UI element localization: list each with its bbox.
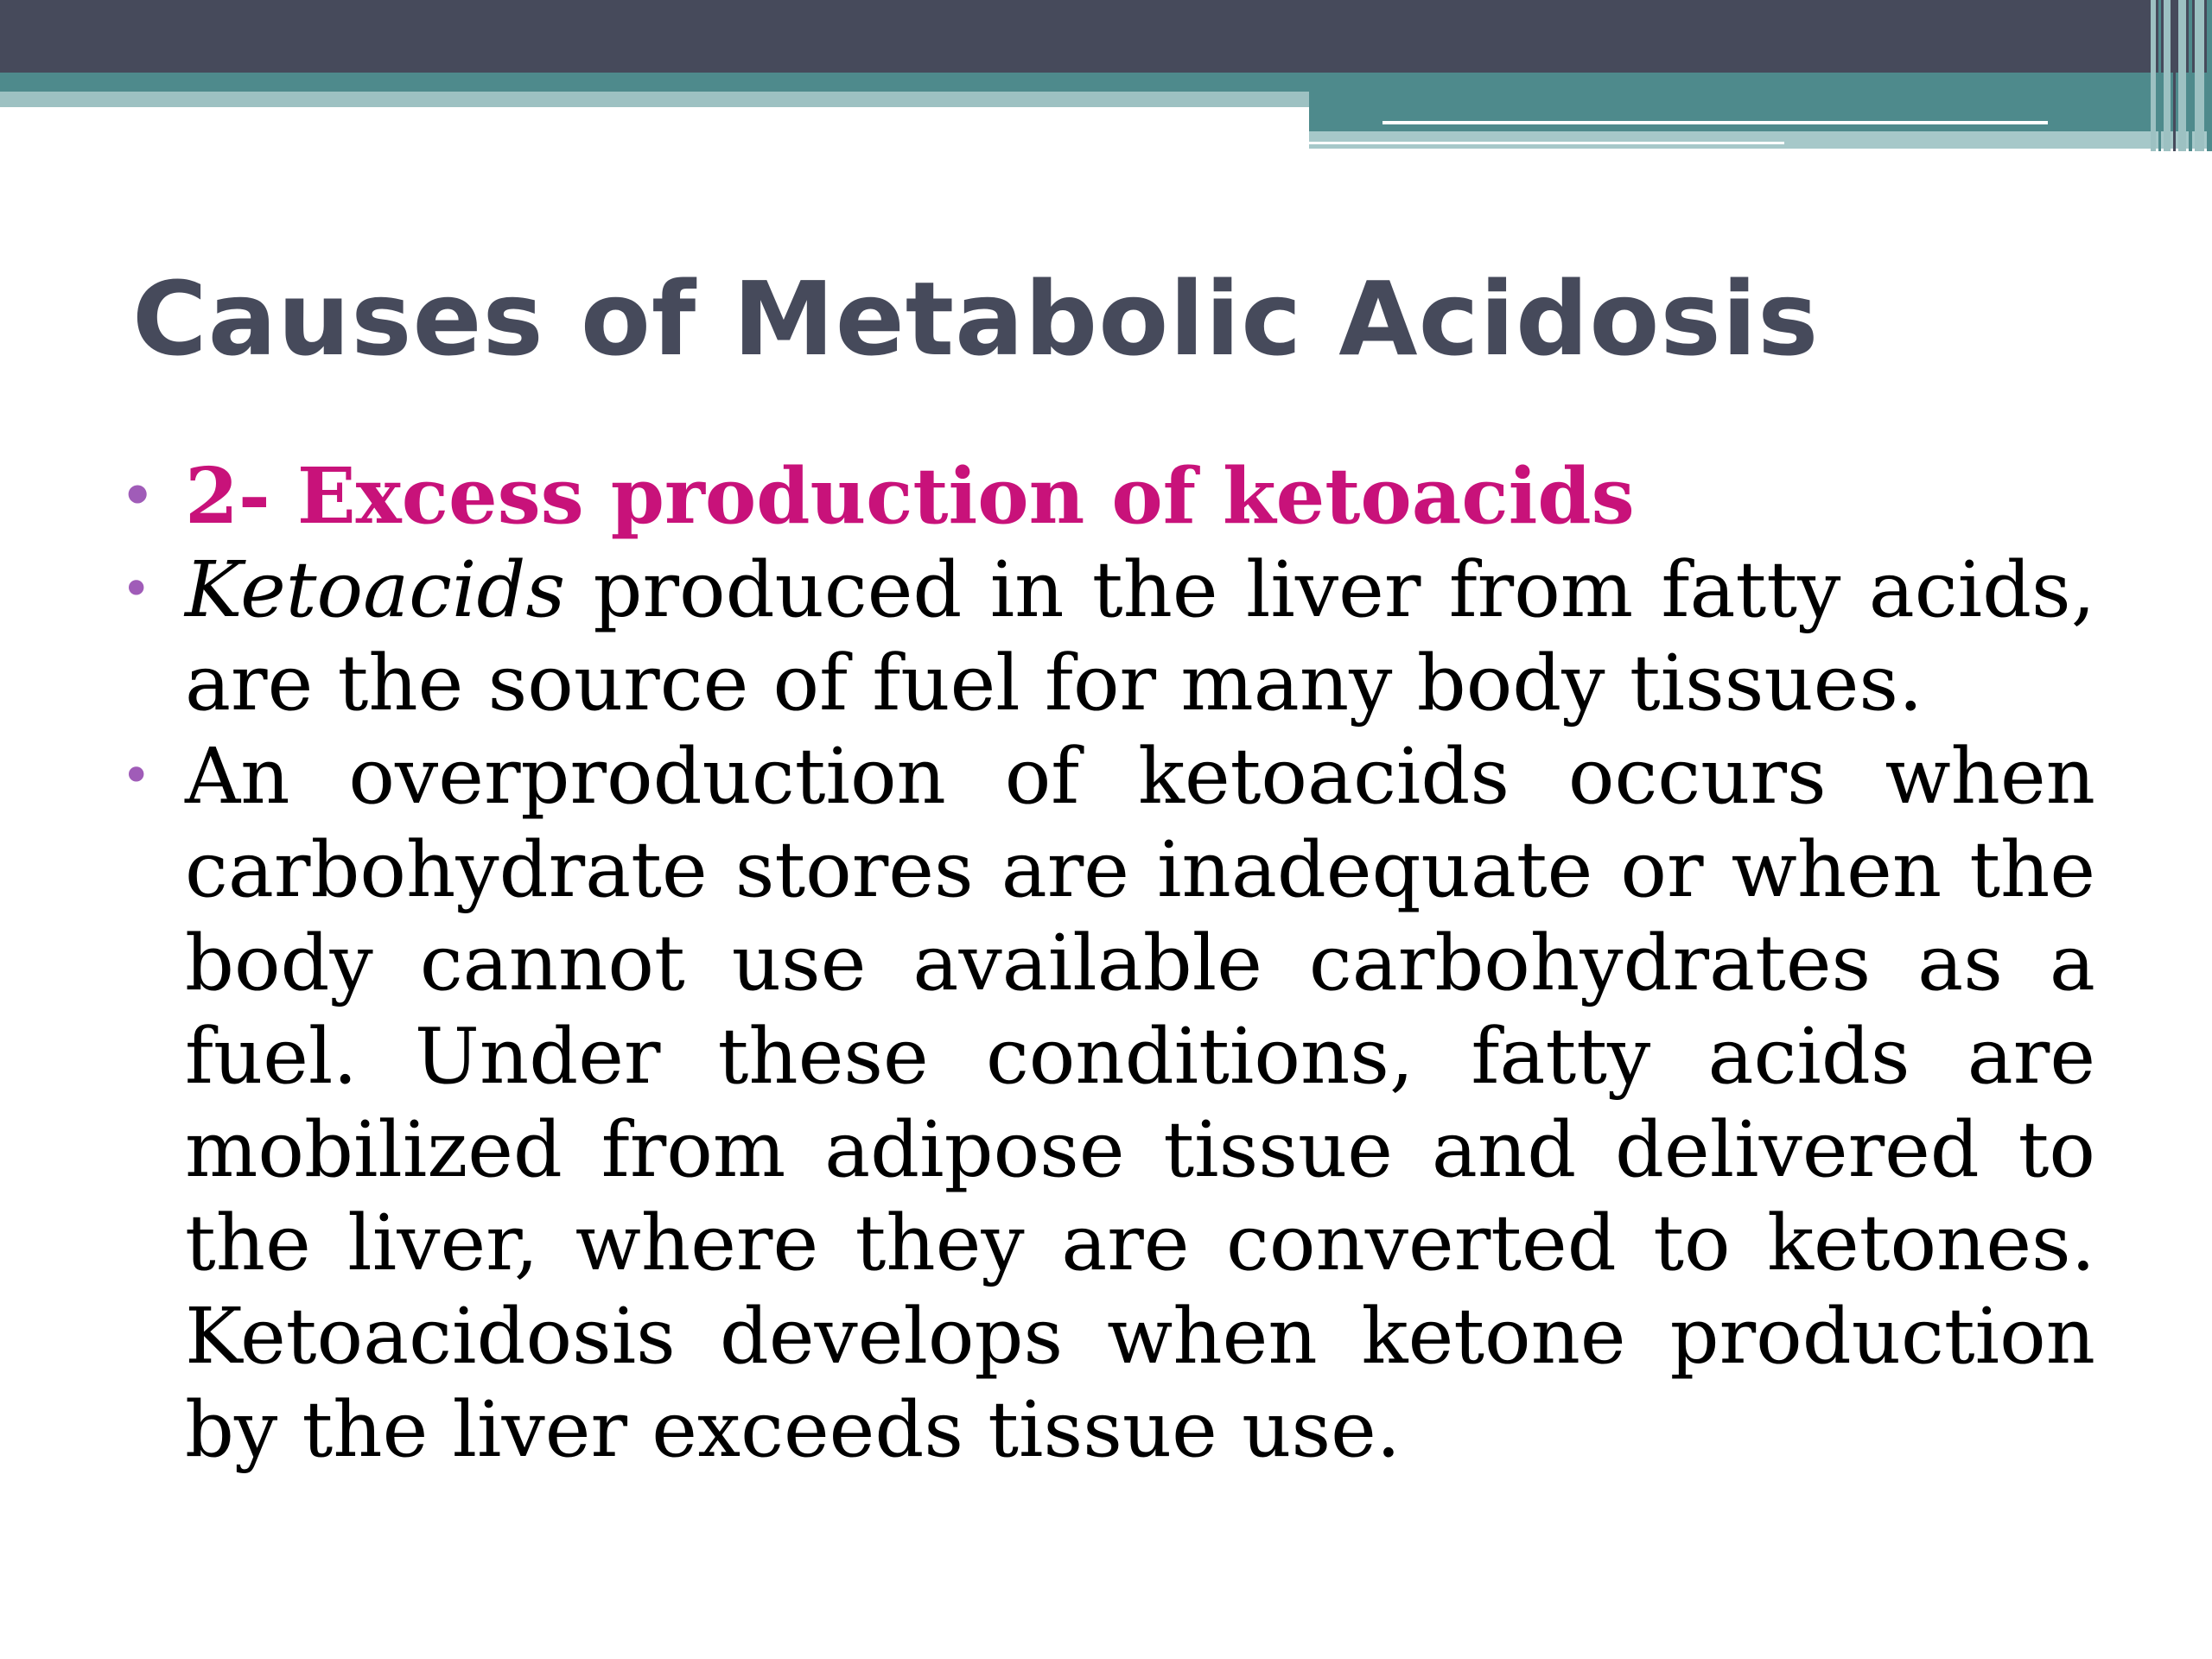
bullet-marker: •	[121, 746, 152, 806]
bullet-italic-term: Ketoacids	[185, 544, 566, 634]
header-band-pale	[1309, 131, 2212, 149]
header-band-dark	[0, 0, 2212, 73]
header-band-teal	[0, 73, 2212, 92]
bullet-body-text: An overproduction of ketoacids occurs when carbohydrate stores are inadequate or when the body cannot use available carbohydrates as a fuel. Under these conditions, fatty acids are mobilized from adipose tissue and delivered to the liver, where they are converted to ketones. Ketoacidosis develops when ketone production by the liver exceeds tissue use.	[185, 731, 2095, 1474]
header-divider-line	[1382, 121, 2048, 124]
bullet-marker: •	[121, 559, 152, 620]
bullet-marker: •	[121, 466, 155, 526]
bullet-item-ketoacids	[121, 543, 2095, 729]
bullet-heading-text: 2- Excess production of ketoacids	[185, 450, 1635, 541]
bullet-body-text: produced in the liver from fatty acids, are the source of fuel for many body tissues.	[185, 544, 2095, 728]
header-edge-stripes	[2148, 0, 2212, 151]
header-divider-line-lower	[1309, 142, 1784, 144]
bullet-list	[121, 449, 2095, 1476]
slide-title: Causes of Metabolic Acidosis	[132, 259, 1820, 378]
header-band-teal-light	[0, 92, 1309, 107]
bullet-item-heading	[121, 449, 2095, 543]
header-band-teal-right	[1309, 92, 2212, 131]
bullet-item-overproduction	[121, 729, 2095, 1476]
